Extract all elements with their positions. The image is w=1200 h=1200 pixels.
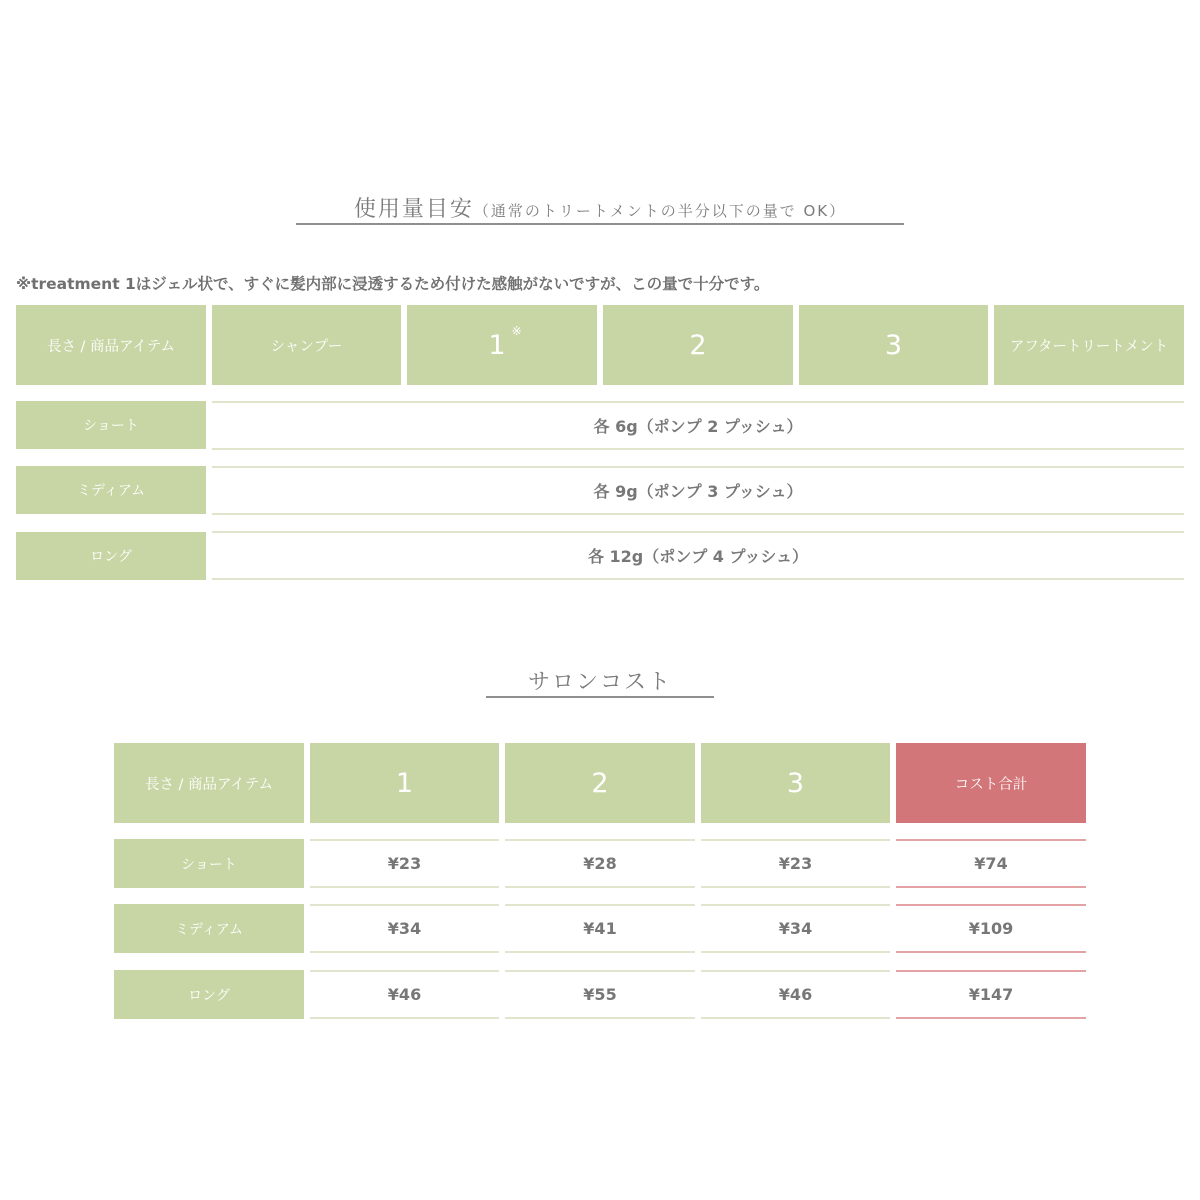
usage-row-value-short: 各 6g（ポンプ 2 プッシュ） xyxy=(212,401,1184,450)
salon-title xyxy=(486,665,714,697)
salon-cell-short-total: ¥74 xyxy=(896,839,1086,888)
usage-note: ※treatment 1はジェル状で、すぐに髪内部に浸透するため付けた感触がないですが、この量で十分です。 xyxy=(16,275,770,293)
salon-header-length: 長さ / 商品アイテム xyxy=(114,743,304,823)
salon-header-total: コスト合計 xyxy=(896,743,1086,823)
usage-title-rule xyxy=(296,223,904,225)
usage-row-label-medium: ミディアム xyxy=(16,466,206,514)
usage-header-1-sup: ※ xyxy=(511,324,522,338)
salon-cell-medium-1: ¥34 xyxy=(310,904,499,953)
salon-row-label-short: ショート xyxy=(114,839,304,888)
salon-cell-long-1: ¥46 xyxy=(310,970,499,1019)
usage-row-value-medium: 各 9g（ポンプ 3 プッシュ） xyxy=(212,466,1184,515)
salon-title-main: サロンコスト xyxy=(527,670,672,695)
salon-cell-medium-3: ¥34 xyxy=(701,904,890,953)
usage-title-note: （通常のトリートメントの半分以下の量で OK） xyxy=(473,202,847,220)
usage-row-label-short: ショート xyxy=(16,401,206,449)
salon-cell-medium-2: ¥41 xyxy=(505,904,695,953)
salon-header-3: 3 xyxy=(701,743,890,823)
salon-cell-medium-total: ¥109 xyxy=(896,904,1086,953)
usage-header-after-treatment: アフタートリートメント xyxy=(994,305,1184,385)
salon-row-label-medium: ミディアム xyxy=(114,904,304,953)
salon-header-2: 2 xyxy=(505,743,695,823)
salon-cell-long-2: ¥55 xyxy=(505,970,695,1019)
usage-header-1-label: 1 xyxy=(488,329,506,361)
usage-row-value-long: 各 12g（ポンプ 4 プッシュ） xyxy=(212,531,1184,580)
usage-row-label-long: ロング xyxy=(16,532,206,580)
salon-cell-long-3: ¥46 xyxy=(701,970,890,1019)
usage-header-1 xyxy=(407,305,597,385)
usage-header-shampoo: シャンプー xyxy=(212,305,401,385)
usage-title-main: 使用量目安 xyxy=(353,197,474,222)
usage-header-2: 2 xyxy=(603,305,793,385)
salon-cell-long-total: ¥147 xyxy=(896,970,1086,1019)
salon-cell-short-3: ¥23 xyxy=(701,839,890,888)
salon-cell-short-1: ¥23 xyxy=(310,839,499,888)
usage-title xyxy=(296,192,904,224)
usage-header-3: 3 xyxy=(799,305,988,385)
usage-header-length: 長さ / 商品アイテム xyxy=(16,305,206,385)
salon-title-rule xyxy=(486,696,714,698)
salon-cell-short-2: ¥28 xyxy=(505,839,695,888)
salon-header-1: 1 xyxy=(310,743,499,823)
salon-row-label-long: ロング xyxy=(114,970,304,1019)
